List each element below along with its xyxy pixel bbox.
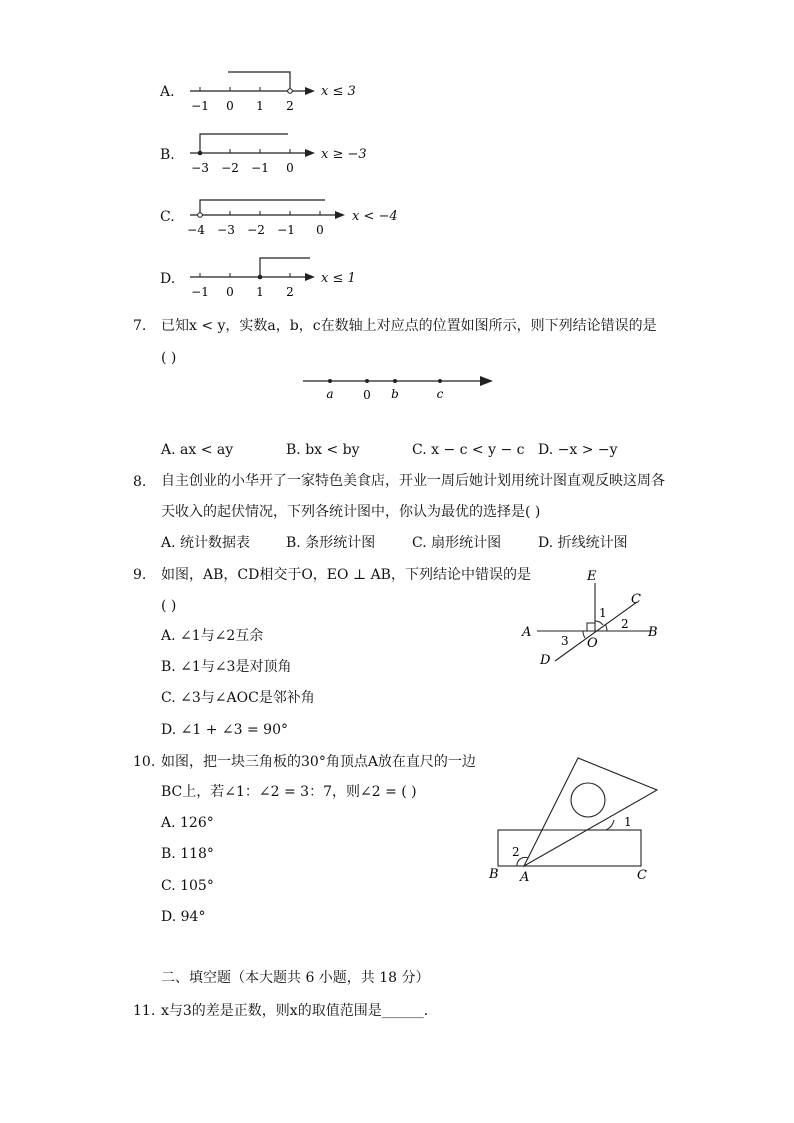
number-line-c [180, 190, 360, 236]
option-b: B. 条形统计图 [286, 535, 376, 551]
q7-number-line [295, 368, 505, 404]
question-stem-line1: 自主创业的小华开了一家特色美食店，开业一周后她计划用统计图直观反映这周各 [161, 473, 665, 489]
tick-label: 2 [286, 285, 294, 298]
question-stem-line2: BC上，若∠1：∠2 = 3：7，则∠2 = ( ) [161, 784, 417, 800]
angle-1-label: 1 [599, 606, 607, 620]
tick-label: −4 [187, 223, 205, 236]
tick-label: −1 [191, 99, 209, 112]
answer-paren: ( ) [161, 598, 177, 614]
option-d: D. ∠1 + ∠3 = 90° [161, 722, 288, 738]
option-c: C. 105° [161, 878, 214, 894]
option-c: C. 扇形统计图 [412, 535, 502, 551]
label-d: D [540, 653, 551, 668]
angle-1-label: 1 [624, 815, 632, 829]
option-b: B. bx < by [286, 442, 360, 458]
question-stem: 如图，AB，CD相交于O，EO ⊥ AB，下列结论中错误的是 [161, 567, 531, 583]
tick-label: −1 [277, 223, 295, 236]
point-label-c: c [436, 387, 444, 401]
inequality-label: x ≤ 3 [321, 84, 356, 99]
label-a: A [520, 870, 530, 885]
option-label: D. [160, 271, 176, 287]
option-c: C. x − c < y − c [412, 442, 525, 458]
tick-label: −1 [191, 285, 209, 298]
option-a: A. 126° [161, 815, 214, 831]
question-number: 9. [133, 567, 147, 583]
label-c: C [637, 868, 647, 883]
label-o: O [587, 636, 598, 651]
angle-3-label: 3 [561, 634, 569, 648]
angle-2-label: 2 [621, 617, 629, 631]
question-number: 10. [133, 754, 156, 770]
option-a: A. ∠1与∠2互余 [161, 628, 264, 644]
option-b: B. ∠1与∠3是对顶角 [161, 659, 292, 675]
label-e: E [587, 569, 597, 584]
inequality-label: x ≥ −3 [321, 147, 367, 162]
question-stem-line1: 如图，把一块三角板的30°角顶点A放在直尺的一边 [161, 754, 476, 770]
q9-angle-figure [515, 565, 665, 670]
tick-label: 0 [316, 223, 324, 236]
question-number: 8. [133, 474, 147, 490]
question-stem-line2: 天收入的起伏情况，下列各统计图中，你认为最优的选择是( ) [161, 504, 541, 520]
question-stem: 已知x < y，实数a，b，c在数轴上对应点的位置如图所示，则下列结论错误的是 [161, 318, 657, 334]
tick-label: 0 [226, 285, 234, 298]
tick-label: −2 [221, 161, 239, 174]
label-b: B [489, 867, 499, 882]
option-d: D. 折线统计图 [538, 535, 628, 551]
tick-label: −3 [191, 161, 209, 174]
option-label: C. [160, 209, 175, 225]
label-b: B [648, 625, 658, 640]
inequality-label: x < −4 [352, 209, 398, 224]
option-d: D. −x > −y [538, 442, 618, 458]
angle-2-label: 2 [512, 845, 520, 859]
inequality-label: x ≤ 1 [321, 271, 356, 286]
option-d: D. 94° [161, 909, 206, 925]
question-text: x与3的差是正数，则x的取值范围是______． [161, 1003, 438, 1019]
answer-paren: ( ) [161, 350, 177, 366]
point-label-b: b [391, 387, 399, 401]
tick-label: 1 [256, 285, 264, 298]
section-title: 二、填空题（本大题共 6 小题，共 18 分） [161, 970, 430, 986]
point-label-a: a [326, 387, 334, 401]
option-a: A. ax < ay [161, 442, 234, 458]
tick-label: 0 [226, 99, 234, 112]
option-label: B. [160, 147, 175, 163]
option-a: A. 统计数据表 [161, 535, 251, 551]
tick-label: 1 [256, 99, 264, 112]
label-c: C [631, 592, 641, 607]
tick-label: 2 [286, 99, 294, 112]
option-b: B. 118° [161, 846, 214, 862]
tick-label: 0 [286, 161, 294, 174]
tick-label: −1 [251, 161, 269, 174]
label-a: A [522, 625, 532, 640]
q10-triangle-ruler-figure [482, 750, 667, 885]
point-label-0: 0 [363, 388, 371, 402]
question-number: 11. [133, 1003, 156, 1019]
tick-label: −3 [217, 223, 235, 236]
tick-label: −2 [247, 223, 265, 236]
option-label: A. [160, 84, 175, 100]
option-c: C. ∠3与∠AOC是邻补角 [161, 690, 315, 706]
question-number: 7. [133, 318, 147, 334]
